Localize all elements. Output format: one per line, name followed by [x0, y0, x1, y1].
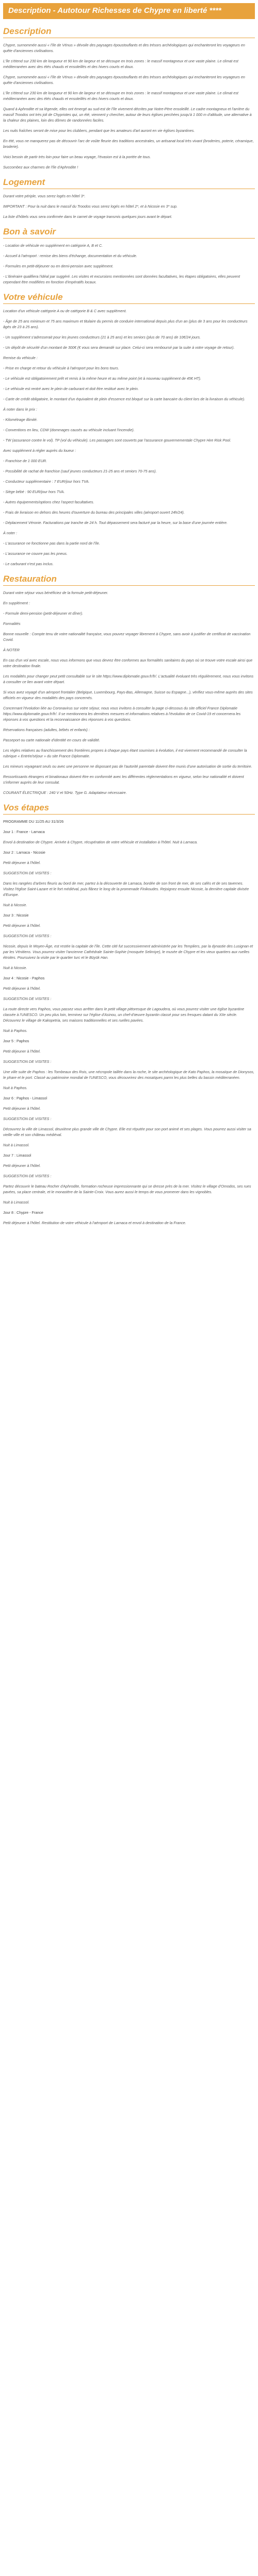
- paragraph: IMPORTANT : Pour la nuit dans le massif du Troodos vous serez logés en hôtel 2*, et à Nicosie en 3* sup.: [3, 204, 178, 209]
- section-description: [3, 26, 255, 170]
- paragraph: - Conventions en lieu, CDW (dommages causés au véhicule incluant l'incendie).: [3, 428, 135, 432]
- paragraph: Passeport ou carte nationale d'identité en cours de validité.: [3, 738, 100, 742]
- paragraph: Petit déjeuner à l'hôtel.: [3, 1049, 41, 1054]
- paragraph: Nuit à Nicosie.: [3, 965, 27, 970]
- paragraph: Chypre, surnommée aussi « l'île de Vénus » dévoile des paysages époustouflants et des trésors archéologiques qui enchanteront les voyageurs en quête d'anciennes civilisations.: [3, 75, 245, 85]
- paragraph: Petit déjeuner à l'hôtel.: [3, 923, 41, 928]
- paragraph: Durant votre séjour vous bénéficiez de la formule petit-déjeuner.: [3, 590, 108, 595]
- section-heading: Logement: [3, 177, 45, 187]
- paragraph: Nuit à Limassol.: [3, 1143, 30, 1147]
- paragraph: - Location de véhicule en supplément en catégorie A, B et C.: [3, 243, 103, 248]
- section-heading: Bon à savoir: [3, 227, 56, 236]
- paragraph: - Possibilité de rachat de franchise (sauf jeunes conducteurs 21-25 ans et seniors 70-75 ans).: [3, 469, 157, 473]
- paragraph: La liste d'hôtels vous sera confirmée dans le carnet de voyage transmis quelques jours avant le départ.: [3, 214, 172, 219]
- section-vehicule: [3, 292, 255, 567]
- paragraph: COURANT ÉLECTRIQUE : 240 V et 50Hz. Type G. Adaptateur nécessaire.: [3, 790, 127, 795]
- paragraph: Petit déjeuner à l'hôtel.: [3, 860, 41, 865]
- paragraph: Petit déjeuner à l'hôtel. Restitution de votre véhicule à l'aéroport de Larnaca et envol à destination de la France.: [3, 1221, 186, 1225]
- stage-item: [3, 912, 255, 971]
- paragraph: - Formule demi-pension (petit-déjeuner et dîner).: [3, 611, 84, 616]
- stage-item: [3, 819, 255, 845]
- paragraph: Nicosie, depuis le Moyen-Âge, est restée la capitale de l'île. Cette cité fut successivement administrée par les Templiers, par la dynastie des Lusignan et par les Vénitiens. Vous pourrez visiter l'ancienne Cathédrale Sainte-Sophie (mosquée Selimiye), le musée de Chypre et les vieux quartiers aux ruelles étroites. Poursuivez la visite par le quartier turc et le Büyük Han.: [3, 944, 253, 960]
- stage-item: [3, 975, 255, 1033]
- paragraph: Réservations françaises (adultes, bébés et enfants) :: [3, 727, 90, 732]
- paragraph: SUGGESTION DE VISITES :: [3, 1059, 52, 1064]
- paragraph: - Le véhicule est rentré avec le plein de carburant et doit être restitué avec le plein.: [3, 386, 139, 391]
- paragraph: Location d'un véhicule catégorie A ou de catégorie B & C avec supplément.: [3, 309, 127, 313]
- page-title: Description - Autotour Richesses de Chypre en liberté ****: [8, 6, 221, 15]
- paragraph: - Un supplément s'adresserait pour les jeunes conducteurs (21 à 25 ans) et les seniors (plus de 70 ans) de 10€/24 jours.: [3, 335, 201, 340]
- paragraph: L'île s'étend sur 230 km de longueur et 90 km de largeur et se découpe en trois zones : le massif montagneux et une vaste plaine. Le climat est méditerranéen avec des étés chauds et ensoleillés et des hivers courts et doux.: [3, 59, 238, 69]
- paragraph: Les modalités pour changer peut petit consultable sur le site https://www.diplomatie.gouv.fr/fr/. L'actualité évoluant très régulièrement, nous vous invitons à consulter ce lien avant votre départ.: [3, 674, 254, 684]
- section-body: [3, 308, 255, 567]
- paragraph: Envol à destination de Chypre. Arrivée à Chypre, récupération de votre véhicule et installation à l'hôtel. Nuit à Larnaca.: [3, 840, 198, 844]
- paragraph: Concernant l'évolution liée au Coronavirus sur votre séjour, nous vous invitons à consulter la page ci-dessous du site officiel France Diplomatie https://www.diplomatie.gouv.fr/fr/. Il se mentionnera les dernières mesures et informations relatives à l'évolution de ce Covid-19 et concernera les réponses à vos questions et la reconnaissance des réponses à vos questions.: [3, 706, 241, 722]
- paragraph: Quand à Aphrodite et sa légende, elles ont émergé au sud-est de l'île vivement décrites par Notre-Père ensoleillé. Le cadre montagneux et l'arrière du massif Troodos ont très joli de Chypriotes qui, un été, viennent y chercher, autour de leurs églises perchées jusqu'à 1 000 m d'altitude, une alternative à la chaleur des plaines, loin des dômes de randonnées faciles.: [3, 107, 252, 123]
- paragraph: - L'assurance ne fonctionne pas dans la partie nord de l'île.: [3, 541, 100, 546]
- section-body: [3, 819, 255, 1226]
- stage-title: Jour 7 : Limassol: [3, 1153, 31, 1158]
- paragraph: En été, vous ne manquerez pas de découvrir l'arc de voûte fleurie des traditions ancestrales, un artisanat local très vivant (broderies, poterie, céramique, broderie).: [3, 139, 254, 149]
- paragraph: - Déplacement Véronie. Facturations par tranche de 24 h. Tout dépassement sera facturé par la heure, sur la base d'une journée entière.: [3, 520, 228, 525]
- paragraph: SUGGESTION DE VISITES :: [3, 1116, 52, 1121]
- paragraph: La route directe vers Paphos, vous passez vous arrêter dans le petit village pittoresque de Lagoudera, où vous pourrez visiter une église byzantine classée à l'UNESCO. Un peu plus loin, terminez sur l'église d'Asinou, un chef-d'œuvre byzantin classé pour ses fresques datant du XIIe siècle. Découvrez le village de Kakopetria, ses maisons traditionnelles et ses ruelles pavées.: [3, 1007, 245, 1023]
- paragraph: - TW (assurance contre le vol). TP (vol du véhicule). Les passagers sont couverts par l'assurance gouvernementale Chypre Hire Risk Pool.: [3, 438, 231, 443]
- section-restauration: [3, 574, 255, 795]
- section-divider: [3, 303, 255, 304]
- paragraph: - Franchise de 1 000 EUR.: [3, 459, 47, 463]
- section-body: [3, 590, 255, 795]
- paragraph: - Le véhicule est obligatoirement prêt et remis à la même heure et au même point (et à nouveau supplément de 45€ HT).: [3, 376, 201, 381]
- paragraph: SUGGESTION DE VISITES :: [3, 871, 52, 875]
- paragraph: Nuit à Paphos.: [3, 1086, 28, 1090]
- section-divider: [3, 585, 255, 586]
- stage-title: Jour 5 : Paphos: [3, 1039, 29, 1043]
- paragraph: Nuit à Limassol.: [3, 1200, 30, 1205]
- paragraph: - Accueil à l'aéroport : remise des biens d'échange, documentation et du véhicule.: [3, 253, 137, 258]
- paragraph: Petit déjeuner à l'hôtel.: [3, 1106, 41, 1111]
- paragraph: Nuit à Nicosie.: [3, 903, 27, 907]
- stage-item: [3, 1210, 255, 1226]
- paragraph: - Kilométrage illimité.: [3, 417, 38, 422]
- section-divider: [3, 814, 255, 815]
- paragraph: À NOTER: [3, 648, 20, 652]
- paragraph: Succombez aux charmes de l'île d'Aphrodite !: [3, 165, 78, 170]
- paragraph: Formalités: [3, 621, 21, 626]
- stage-item: [3, 850, 255, 908]
- stage-title: Jour 4 : Nicosie - Paphos: [3, 976, 45, 980]
- paragraph: Les règles relatives au franchissement des frontières propres à chaque pays étant soumises à évolution, il est vivement recommandé de consulter la rubrique « Entrée/séjour » du site France Diplomatie.: [3, 748, 247, 758]
- section-heading: Restauration: [3, 574, 57, 584]
- paragraph: Une ville suite de Paphos : les Tombeaux des Rois, une nécropole taillée dans la roche, le site archéologique de Kato Paphos, la mosaïque de Dionysos, le phare et le port. Classé au patrimoine mondial de l'UNESCO, vous découvrirez des mosaïques parmi les plus belles du bassin méditerranéen.: [3, 1070, 254, 1080]
- paragraph: - Prise en charge et retour du véhicule à l'aéroport pour les bons tours.: [3, 366, 119, 370]
- paragraph: Chypre, surnommée aussi « l'île de Vénus » dévoile des paysages époustouflants et des trésors archéologiques qui enchanteront les voyageurs en quête d'anciennes civilisations.: [3, 43, 245, 53]
- paragraph: Petit déjeuner à l'hôtel.: [3, 986, 41, 991]
- page: [0, 3, 258, 1241]
- paragraph: En cas d'un vol avec escale, nous vous informons que vous devrez être conformes aux formalités sanitaires du pays où se trouve votre escale ainsi que votre destination finale.: [3, 658, 253, 668]
- paragraph: SUGGESTION DE VISITES :: [3, 934, 52, 938]
- stage-title: Jour 6 : Paphos - Limassol: [3, 1096, 47, 1100]
- paragraph: Partez découvrir le bateau Rocher d'Aphrodite, formation rocheuse impressionnante qui se dresse près de la mer. Visitez le village d'Omodos, ses rues pavées, sa place centrale, et le monastère de la Sainte-Croix. Vous aurez aussi le temps de vous promener dans les vignobles.: [3, 1184, 251, 1194]
- paragraph: Durant votre périple, vous serez logés en hôtel 3*.: [3, 194, 86, 198]
- stage-item: [3, 1095, 255, 1148]
- paragraph: Si vous avez voyagé d'un aéroport frontalier (Belgique, Luxembourg, Pays-Bas, Allemagne, Suisse ou Espagne...), vérifiez vous-même auprès des sites officiels en vigueur des modalités des pays concernés.: [3, 690, 253, 700]
- paragraph: L'île s'étend sur 230 km de longueur et 90 km de largeur et se découpe en trois zones : le massif montagneux et une vaste plaine. Le climat est méditerranéen avec des étés chauds et ensoleillés et des hivers courts et doux.: [3, 91, 238, 101]
- paragraph: - Le carburant n'est pas inclus.: [3, 562, 54, 566]
- section-logement: [3, 177, 255, 219]
- paragraph: - L'itinéraire qualifiera l'idéal par suggéré. Les visites et excursions mentionnées sont données facultatives, les étapes obligatoires, elles peuvent cependant être modifiées en fonction d'impératifs locaux.: [3, 274, 240, 284]
- section-heading: Vos étapes: [3, 803, 50, 812]
- paragraph: SUGGESTION DE VISITES :: [3, 1174, 52, 1178]
- paragraph: Petit déjeuner à l'hôtel.: [3, 1163, 41, 1168]
- paragraph: Avec supplément à régler auprès du loueur :: [3, 448, 76, 453]
- paragraph: Remise du véhicule :: [3, 355, 38, 360]
- page-title-banner: [3, 3, 255, 19]
- section-body: [3, 193, 255, 219]
- stage-title: PROGRAMME DU 11/25 AU 31/3/26: [3, 819, 64, 824]
- section-heading: Description: [3, 26, 52, 36]
- stage-title: Jour 3 : Nicosie: [3, 913, 29, 918]
- stage-title: Jour 2 : Larnaca - Nicosie: [3, 850, 45, 855]
- paragraph: Dans les rangées d'arbres fleuris au bord de mer, partez à la découverte de Larnaca, bordée de son front de mer, de ses cafés et de ses tavernes. Visitez l'église Saint-Lazare et le fort médiéval, puis flânez le long de la promenade Finikoudes. Rejoignez ensuite Nicosie, la dernière capitale divisée d'Europe.: [3, 881, 249, 897]
- paragraph: - Carte de crédit obligatoire, le montant d'un équivalent de plein d'essence est bloqué sur la carte bancaire du client lors de la livraison du véhicule).: [3, 397, 246, 401]
- paragraph: - Conducteur supplémentaire : 7 EUR/jour hors TVA.: [3, 479, 90, 484]
- paragraph: - Âge de 25 ans minimum et 75 ans maximum et titulaire du permis de conduire international depuis plus d'un an (plus de 3 ans pour les conducteurs âgés de 23 à 25 ans).: [3, 319, 248, 329]
- paragraph: En supplément :: [3, 601, 30, 605]
- paragraph: Bonne nouvelle : Compte tenu de votre nationalité française, vous pouvez voyager librement à Chypre, sans avoir à justifier de certificat de vaccination Covid.: [3, 632, 251, 642]
- paragraph: À noter dans le prix :: [3, 407, 37, 412]
- paragraph: - Un dépôt de sécurité d'un montant de 300€ (€ vous sera demandé sur place. Celui-ci sera remboursé par la suite à votre voyage de retour).: [3, 345, 235, 350]
- paragraph: Les nuits fraîches seront de mise pour les clubbers, pendant que les amateurs d'art auront en vie églises byzantines.: [3, 128, 195, 133]
- paragraph: Voici besoin de partir très loin pour faire un beau voyage, l'évasion est à la portée de tous.: [3, 155, 151, 159]
- section-body: [3, 243, 255, 285]
- paragraph: À noter :: [3, 531, 18, 535]
- section-heading: Votre véhicule: [3, 292, 63, 302]
- stage-subtitle: Jour 1 : France - Larnaca: [3, 829, 45, 834]
- paragraph: - L'assurance ne couvre pas les pneus.: [3, 551, 68, 556]
- paragraph: - Frais de livraison en dehors des heures d'ouverture du bureau des principales villes (aéroport ouvert 24h/24).: [3, 510, 185, 515]
- paragraph: - Formules en petit-déjeuner ou en demi-pension avec supplément.: [3, 264, 114, 268]
- section-divider: [3, 238, 255, 239]
- paragraph: - Siège bébé : 90 EUR/jour hors TVA.: [3, 489, 65, 494]
- paragraph: - Autres équipements/options chez l'aspect facultatives.: [3, 500, 94, 504]
- paragraph: Nuit à Paphos.: [3, 1028, 28, 1033]
- paragraph: Ressortissants étrangers et binationaux doivent être en conformité avec les différentes réglementations en vigueur, selon leur nationalité et doivent s'informer auprès de leur consulat.: [3, 774, 244, 785]
- section-bon-a-savoir: [3, 227, 255, 285]
- paragraph: Les mineurs voyageant seuls ou avec une personne ne disposant pas de l'autorité parentale doivent être munis d'une autorisation de sortie du territoire.: [3, 764, 252, 769]
- stage-item: [3, 1153, 255, 1205]
- stage-title: Jour 8 : Chypre - France: [3, 1210, 43, 1215]
- section-body: [3, 42, 255, 170]
- paragraph: Découvrez la ville de Limassol, deuxième plus grande ville de Chypre. Elle est réputée pour son port animé et ses plages. Vous pourrez aussi visiter sa vieille ville et son château médiéval.: [3, 1127, 251, 1137]
- paragraph: SUGGESTION DE VISITES :: [3, 996, 52, 1001]
- stage-item: [3, 1038, 255, 1091]
- section-etapes: [3, 803, 255, 1226]
